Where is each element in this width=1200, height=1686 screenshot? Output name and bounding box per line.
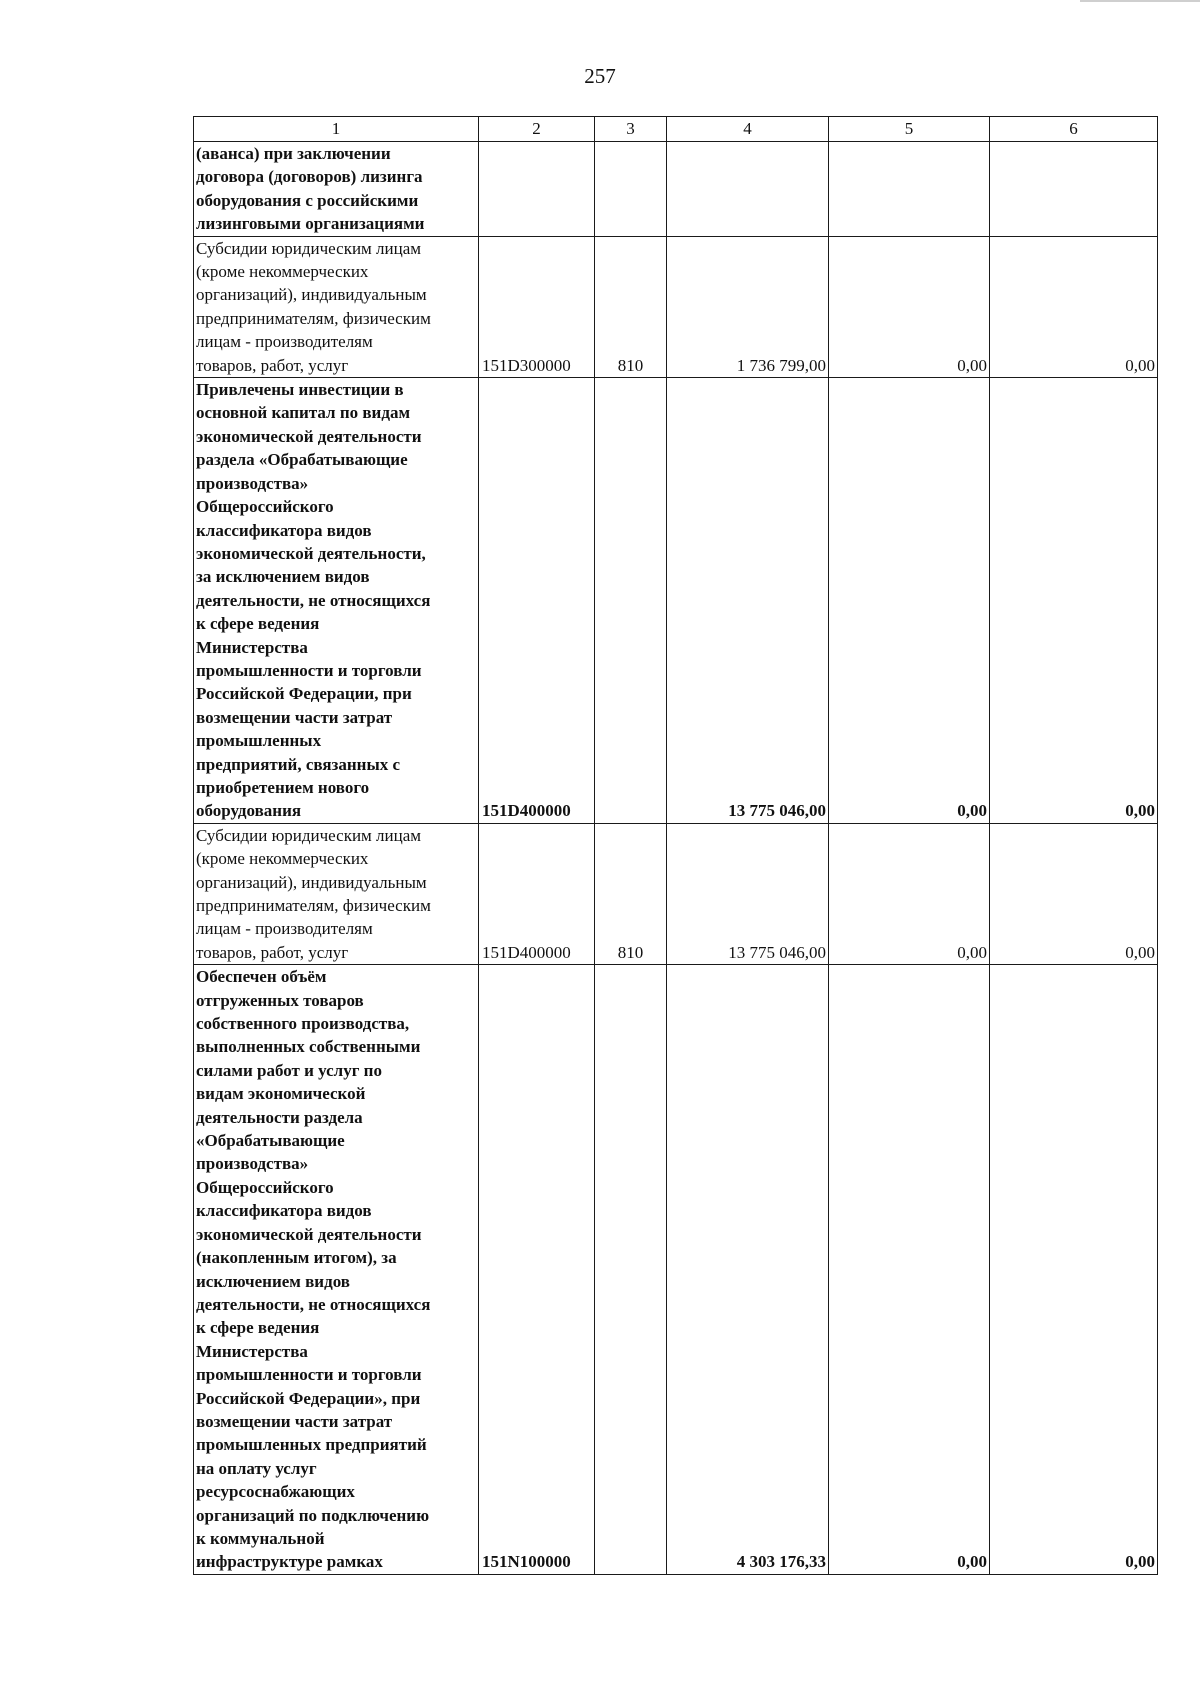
- amount-year3-cell: 0,00: [990, 965, 1158, 1575]
- description-line: к сфере ведения: [196, 1318, 320, 1338]
- description-line: на оплату услуг: [196, 1458, 317, 1478]
- expense-type-cell: 810: [595, 823, 667, 964]
- description-line: к коммунальной: [196, 1528, 325, 1548]
- description-line: Министерства: [196, 1341, 308, 1361]
- description-line: деятельности раздела: [196, 1107, 363, 1127]
- row-description: [194, 142, 479, 237]
- description-line: договора (договоров) лизинга: [196, 167, 423, 187]
- description-line: возмещении части затрат: [196, 1411, 393, 1431]
- description-line: оборудования: [196, 801, 302, 821]
- row-description: [194, 965, 479, 1575]
- table-row: [194, 142, 1158, 237]
- description-line: организаций по подключению: [196, 1505, 430, 1525]
- description-line: силами работ и услуг по: [196, 1060, 382, 1080]
- amount-year1-cell: 4 303 176,33: [667, 965, 829, 1575]
- column-header: 1: [194, 117, 479, 142]
- budget-table: [193, 116, 1158, 1575]
- column-header: 4: [667, 117, 829, 142]
- description-line: экономической деятельности,: [196, 543, 426, 563]
- amount-year3-cell: 0,00: [990, 378, 1158, 824]
- table-row: [194, 236, 1158, 377]
- expense-type-cell: 810: [595, 236, 667, 377]
- description-line: лицам - производителям: [196, 332, 373, 352]
- description-line: предприятий, связанных с: [196, 754, 401, 774]
- amount-year1-cell: 13 775 046,00: [667, 823, 829, 964]
- row-description: [194, 236, 479, 377]
- description-line: Общероссийского: [196, 497, 334, 517]
- amount-year2-cell: 0,00: [829, 965, 990, 1575]
- description-line: экономической деятельности: [196, 1224, 422, 1244]
- description-line: Субсидии юридическим лицам: [196, 238, 422, 258]
- description-line: Обеспечен объём: [196, 967, 327, 987]
- description-line: товаров, работ, услуг: [196, 942, 349, 962]
- description-line: к сфере ведения: [196, 614, 320, 634]
- amount-year1-cell: [667, 142, 829, 237]
- amount-year3-cell: 0,00: [990, 236, 1158, 377]
- scan-edge-mark: [1080, 0, 1200, 2]
- description-line: Общероссийского: [196, 1177, 334, 1197]
- description-line: предпринимателям, физическим: [196, 896, 431, 915]
- description-line: инфраструктуре рамках: [196, 1552, 383, 1572]
- description-line: (кроме некоммерческих: [196, 262, 369, 282]
- description-line: организаций), индивидуальным: [196, 872, 427, 892]
- row-description: [194, 823, 479, 964]
- description-line: ресурсоснабжающих: [196, 1482, 355, 1502]
- description-line: за исключением видов: [196, 567, 370, 587]
- description-line: производства»: [196, 1154, 309, 1174]
- column-header: 2: [479, 117, 595, 142]
- description-line: основной капитал по видам: [196, 403, 411, 423]
- description-line: возмещении части затрат: [196, 707, 393, 727]
- description-line: лицам - производителям: [196, 919, 373, 939]
- description-line: промышленных: [196, 731, 322, 751]
- amount-year3-cell: 0,00: [990, 823, 1158, 964]
- description-line: классификатора видов: [196, 520, 372, 540]
- description-line: экономической деятельности: [196, 426, 422, 446]
- expense-type-cell: [595, 378, 667, 824]
- description-line: классификатора видов: [196, 1201, 372, 1221]
- description-line: оборудования с российскими: [196, 190, 419, 210]
- description-line: выполненных собственными: [196, 1037, 421, 1057]
- description-line: раздела «Обрабатывающие: [196, 450, 408, 470]
- amount-year2-cell: 0,00: [829, 823, 990, 964]
- description-line: производства»: [196, 473, 309, 493]
- amount-year1-cell: 13 775 046,00: [667, 378, 829, 824]
- amount-year1-cell: 1 736 799,00: [667, 236, 829, 377]
- expense-type-cell: [595, 142, 667, 237]
- amount-year3-cell: [990, 142, 1158, 237]
- column-header: 6: [990, 117, 1158, 142]
- description-line: отгруженных товаров: [196, 990, 364, 1010]
- description-line: промышленности и торговли: [196, 660, 422, 680]
- description-line: (кроме некоммерческих: [196, 849, 369, 869]
- description-line: Министерства: [196, 637, 308, 657]
- column-header: 3: [595, 117, 667, 142]
- table-row: [194, 965, 1158, 1575]
- amount-year2-cell: 0,00: [829, 378, 990, 824]
- target-code-cell: 151D300000: [479, 236, 595, 377]
- description-line: Субсидии юридическим лицам: [196, 825, 422, 845]
- description-line: исключением видов: [196, 1271, 350, 1291]
- target-code-cell: 151D400000: [479, 378, 595, 824]
- target-code-cell: 151N100000: [479, 965, 595, 1575]
- description-line: приобретением нового: [196, 777, 370, 797]
- description-line: (аванса) при заключении: [196, 144, 391, 163]
- page-number: 257: [584, 64, 616, 88]
- description-line: Российской Федерации, при: [196, 684, 412, 704]
- description-line: предпринимателям, физическим: [196, 308, 431, 328]
- description-line: Привлечены инвестиции в: [196, 380, 404, 400]
- description-line: промышленных предприятий: [196, 1435, 427, 1455]
- description-line: собственного производства,: [196, 1014, 410, 1034]
- description-line: Российской Федерации», при: [196, 1388, 421, 1408]
- row-description: [194, 378, 479, 824]
- target-code-cell: [479, 142, 595, 237]
- table-row: [194, 823, 1158, 964]
- expense-type-cell: [595, 965, 667, 1575]
- description-line: организаций), индивидуальным: [196, 285, 427, 305]
- header-row: [194, 117, 1158, 142]
- description-line: деятельности, не относящихся: [196, 1294, 431, 1314]
- description-line: деятельности, не относящихся: [196, 590, 431, 610]
- table-row: [194, 378, 1158, 824]
- description-line: видам экономической: [196, 1084, 366, 1104]
- amount-year2-cell: 0,00: [829, 236, 990, 377]
- description-line: товаров, работ, услуг: [196, 355, 349, 375]
- column-header: 5: [829, 117, 990, 142]
- amount-year2-cell: [829, 142, 990, 237]
- description-line: (накопленным итогом), за: [196, 1248, 397, 1268]
- description-line: «Обрабатывающие: [196, 1131, 345, 1151]
- description-line: лизинговыми организациями: [196, 214, 425, 234]
- target-code-cell: 151D400000: [479, 823, 595, 964]
- table-body: [194, 117, 1158, 1575]
- description-line: промышленности и торговли: [196, 1365, 422, 1385]
